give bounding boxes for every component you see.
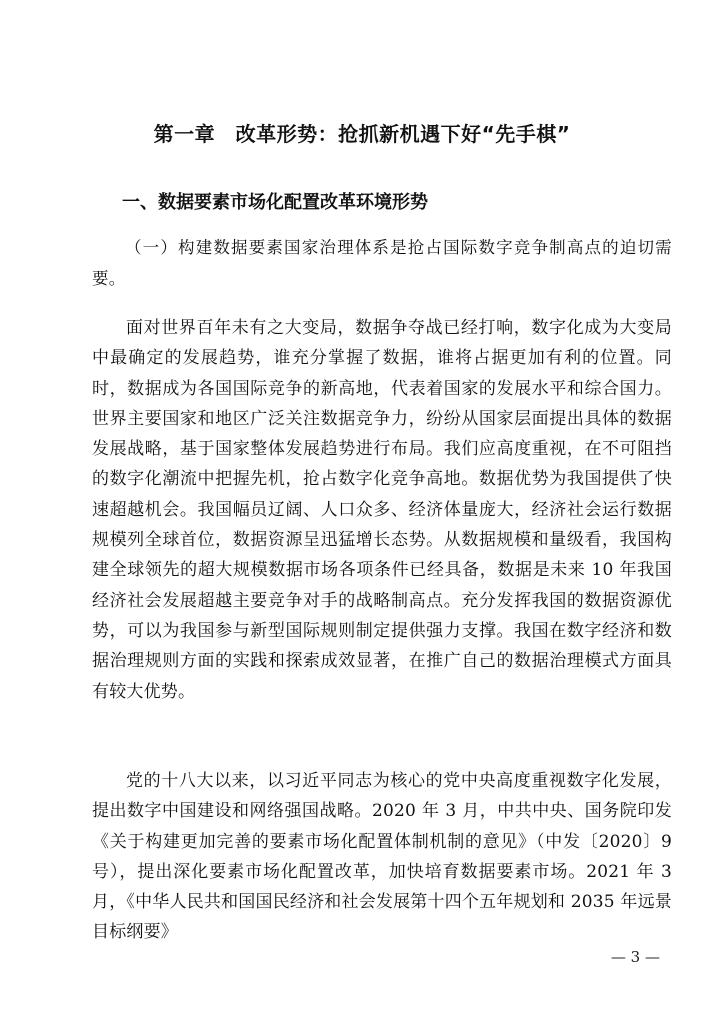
chapter-title: 第一章 改革形势：抢抓新机遇下好“先手棋”: [153, 122, 571, 146]
section-title: 一、数据要素市场化配置改革环境形势: [122, 192, 428, 213]
page-number: — 3 —: [610, 948, 660, 966]
subsection-title: （一）构建数据要素国家治理体系是抢占国际数字竞争制高点的迫切需要。: [92, 238, 672, 288]
body-paragraph-2: 党的十八大以来，以习近平同志为核心的党中央高度重视数字化发展，提出数字中国建设和网络强国战略。2020 年 3 月，中共中央、国务院印发《关于构建更加完善的要素市场化配置体制机制的意见》（中发〔2020〕9 号），提出深化要素市场化配置改革，加快培育数据要素市场。2021 年 3 月，《中华人民共和国国民经济和社会发展第十四个五年规划和 2035 年远景目标纲要》: [92, 771, 672, 943]
body-paragraph-1: 面对世界百年未有之大变局，数据争夺战已经打响，数字化成为大变局中最确定的发展趋势，谁充分掌握了数据，谁将占据更加有利的位置。同时，数据成为各国国际竞争的新高地，代表着国家的发展水平和综合国力。世界主要国家和地区广泛关注数据竞争力，纷纷从国家层面提出具体的数据发展战略，基于国家整体发展趋势进行布局。我们应高度重视，在不可阻挡的数字化潮流中把握先机，抢占数字化竞争高地。数据优势为我国提供了快速超越机会。我国幅员辽阔、人口众多、经济体量庞大，经济社会运行数据规模列全球首位，数据资源呈迅猛增长态势。从数据规模和量级看，我国构建全球领先的超大规模数据市场各项条件已经具备，数据是未来 10 年我国经济社会发展超越主要竞争对手的战略制高点。充分发挥我国的数据资源优势，可以为我国参与新型国际规则制定提供强力支撑。我国在数字经济和数据治理规则方面的实践和探索成效显著，在推广自己的数据治理模式方面具有较大优势。: [92, 318, 672, 702]
